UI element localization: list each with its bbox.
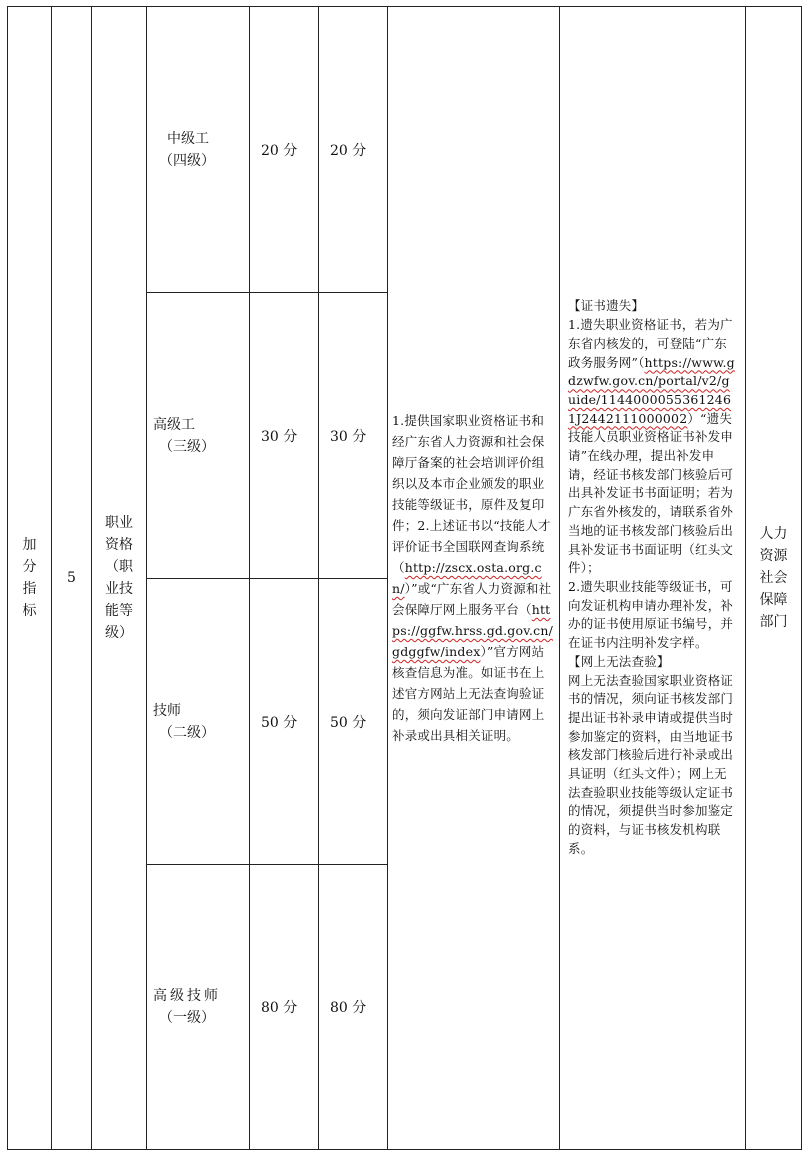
requirement-item-2-c: ）”官方网站核查信息为准。如证书在上述官方网站上无法查询验证的，须向发证部门申请网上补录或出具相关证明。 <box>392 644 545 743</box>
unverifiable-heading: 【网上无法查验】 <box>568 653 670 669</box>
subcategory-line: 级） <box>105 625 133 641</box>
level-grade: （一级） <box>159 1010 215 1026</box>
level-cell <box>147 7 250 293</box>
department-line: 部门 <box>759 614 788 630</box>
max-score-cell: 80 分 <box>319 865 388 1150</box>
osta-link[interactable]: http://zscx.osta.org.cn/ <box>392 560 542 596</box>
replacement-text <box>568 297 737 858</box>
category-cell <box>8 7 52 1150</box>
category-label: 加分指标 <box>22 537 37 619</box>
policy-table <box>7 6 802 1150</box>
level-grade: （三级） <box>159 438 215 455</box>
max-score-cell: 50 分 <box>319 579 388 865</box>
lost-item-1-b: ）“遗失技能人员职业资格证书补发申请”在线办理，提出补发申请，经证书核发部门核验后可出具补发证书书面证明；若为广东省外核发的，请联系省外当地的证书核发部门核验后出具补发证书书面证明（红头文件）； <box>568 410 734 576</box>
subcategory-cell <box>92 7 147 1150</box>
department-line: 人力 <box>759 526 788 542</box>
level-name: 高级工 <box>153 416 195 433</box>
max-score-cell: 30 分 <box>319 293 388 579</box>
level-grade: （四级） <box>159 152 215 169</box>
gdzwfw-link[interactable]: https://www.gdzwfw.gov.cn/portal/v2/guide/11440000553612461J2442111000002 <box>568 354 735 426</box>
seq-number: 5 <box>67 570 76 586</box>
level-cell <box>147 293 250 579</box>
max-score-cell: 20 分 <box>319 7 388 293</box>
score-cell: 50 分 <box>250 579 319 865</box>
replacement-cell <box>560 7 746 1150</box>
level-name: 中级工 <box>167 130 209 147</box>
level-grade: （二级） <box>159 724 215 741</box>
level-name: 技师 <box>153 702 181 719</box>
ggfw-link[interactable]: https://ggfw.hrss.gd.gov.cn/gdggfw/index <box>392 602 554 659</box>
seq-cell <box>52 7 92 1150</box>
subcategory-line: 资格 <box>105 537 133 553</box>
requirement-item-1: 1.提供国家职业资格证书和经广东省人力资源和社会保障厅备案的社会培训评价组织以及本市企业颁发的职业技能等级证书，原件及复印件； <box>392 413 545 533</box>
unverifiable-text: 网上无法查验国家职业资格证书的情况，须向证书核发部门提出证书补录申请或提供当时参加鉴定的资料，由当地证书核发部门核验后进行补录或出具证明（红头文件）；网上无法查验职业技能等级认定证书的情况，须提供当时参加鉴定的资料，与证书核发机构联系。 <box>568 672 734 856</box>
score-cell: 20 分 <box>250 7 319 293</box>
subcategory-line: 能等 <box>105 603 133 619</box>
score-cell: 30 分 <box>250 293 319 579</box>
requirements-text <box>392 410 555 746</box>
department-line: 社会 <box>759 570 788 586</box>
department-line: 保障 <box>759 592 788 608</box>
level-cell <box>147 579 250 865</box>
level-cell <box>147 865 250 1150</box>
subcategory-line: 职业 <box>105 515 133 531</box>
lost-item-1-a: 1.遗失职业资格证书，若为广东省内核发的，可登陆“广东政务服务网”（ <box>568 317 733 370</box>
lost-certificate-heading: 【证书遗失】 <box>568 298 645 314</box>
department-line: 资源 <box>759 548 788 564</box>
department-cell <box>746 7 802 1150</box>
requirement-item-2-a: 2.上述证书以“技能人才评价证书全国联网查询系统（ <box>392 518 551 575</box>
table-row <box>8 7 802 293</box>
requirements-cell <box>388 7 560 1150</box>
subcategory-line: （职 <box>105 559 133 575</box>
score-cell: 80 分 <box>250 865 319 1150</box>
subcategory-line: 业技 <box>105 581 133 597</box>
level-name: 高级技师 <box>153 988 221 1004</box>
lost-item-2: 2.遗失职业技能等级证书，可向发证机构申请办理补发，补办的证书使用原证书编号，并在证书内注明补发字样。 <box>568 579 734 651</box>
requirement-item-2-b: ）”或“广东省人力资源和社会保障厅网上服务平台（ <box>392 581 552 617</box>
